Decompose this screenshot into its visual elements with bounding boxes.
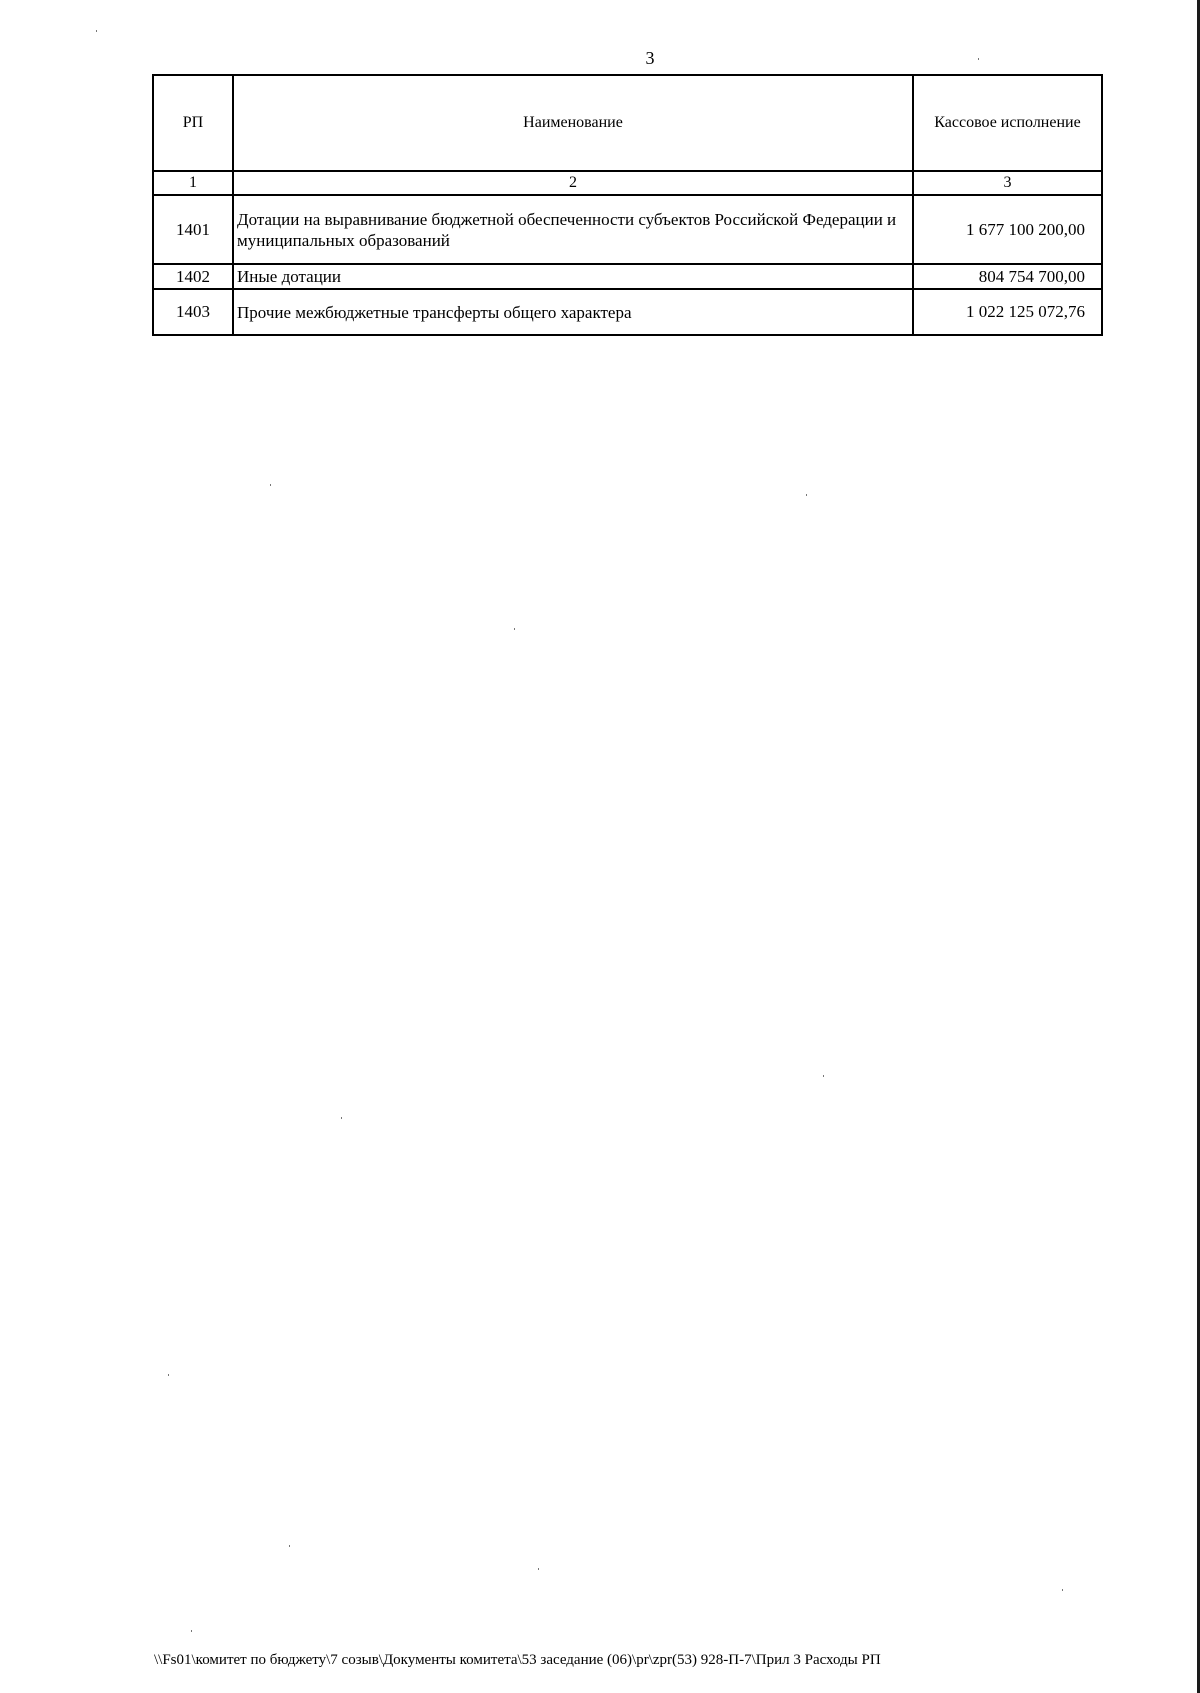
- column-number-row: [153, 171, 1102, 195]
- expenditure-table: [152, 74, 1103, 336]
- scan-speck: [1062, 1589, 1063, 1591]
- page-number: 3: [645, 48, 655, 68]
- table-header-row: [153, 75, 1102, 171]
- header-code: РП: [153, 75, 233, 171]
- row-code: 1403: [153, 289, 233, 335]
- row-name: Прочие межбюджетные трансферты общего характера: [233, 289, 913, 335]
- row-amount: 1 022 125 072,76: [913, 289, 1102, 335]
- table-row: [153, 264, 1102, 289]
- scan-speck: [289, 1545, 290, 1547]
- header-amount: Кассовое исполнение: [913, 75, 1102, 171]
- scan-speck: [823, 1075, 824, 1077]
- file-path-footer: \\Fs01\комитет по бюджету\7 созыв\Документы комитета\53 заседание (06)\pr\zpr(53) 928-П-7\Прил 3 Расходы РП: [154, 1652, 881, 1668]
- header-name: Наименование: [233, 75, 913, 171]
- row-name: Иные дотации: [233, 264, 913, 289]
- column-number-amount: 3: [913, 171, 1102, 195]
- scan-speck: [514, 628, 515, 630]
- row-code: 1401: [153, 195, 233, 264]
- scan-speck: [191, 1630, 192, 1632]
- scan-speck: [978, 58, 979, 60]
- row-amount: 1 677 100 200,00: [913, 195, 1102, 264]
- column-number-code: 1: [153, 171, 233, 195]
- table-row: [153, 289, 1102, 335]
- scan-speck: [168, 1374, 169, 1376]
- column-number-name: 2: [233, 171, 913, 195]
- row-amount: 804 754 700,00: [913, 264, 1102, 289]
- row-name: Дотации на выравнивание бюджетной обеспеченности субъектов Российской Федерации и муниципальных образований: [233, 195, 913, 264]
- scan-speck: [806, 494, 807, 496]
- scan-speck: [270, 484, 271, 486]
- scan-speck: [341, 1117, 342, 1119]
- scan-speck: [96, 30, 97, 32]
- table-row: [153, 195, 1102, 264]
- row-code: 1402: [153, 264, 233, 289]
- scan-speck: [538, 1568, 539, 1570]
